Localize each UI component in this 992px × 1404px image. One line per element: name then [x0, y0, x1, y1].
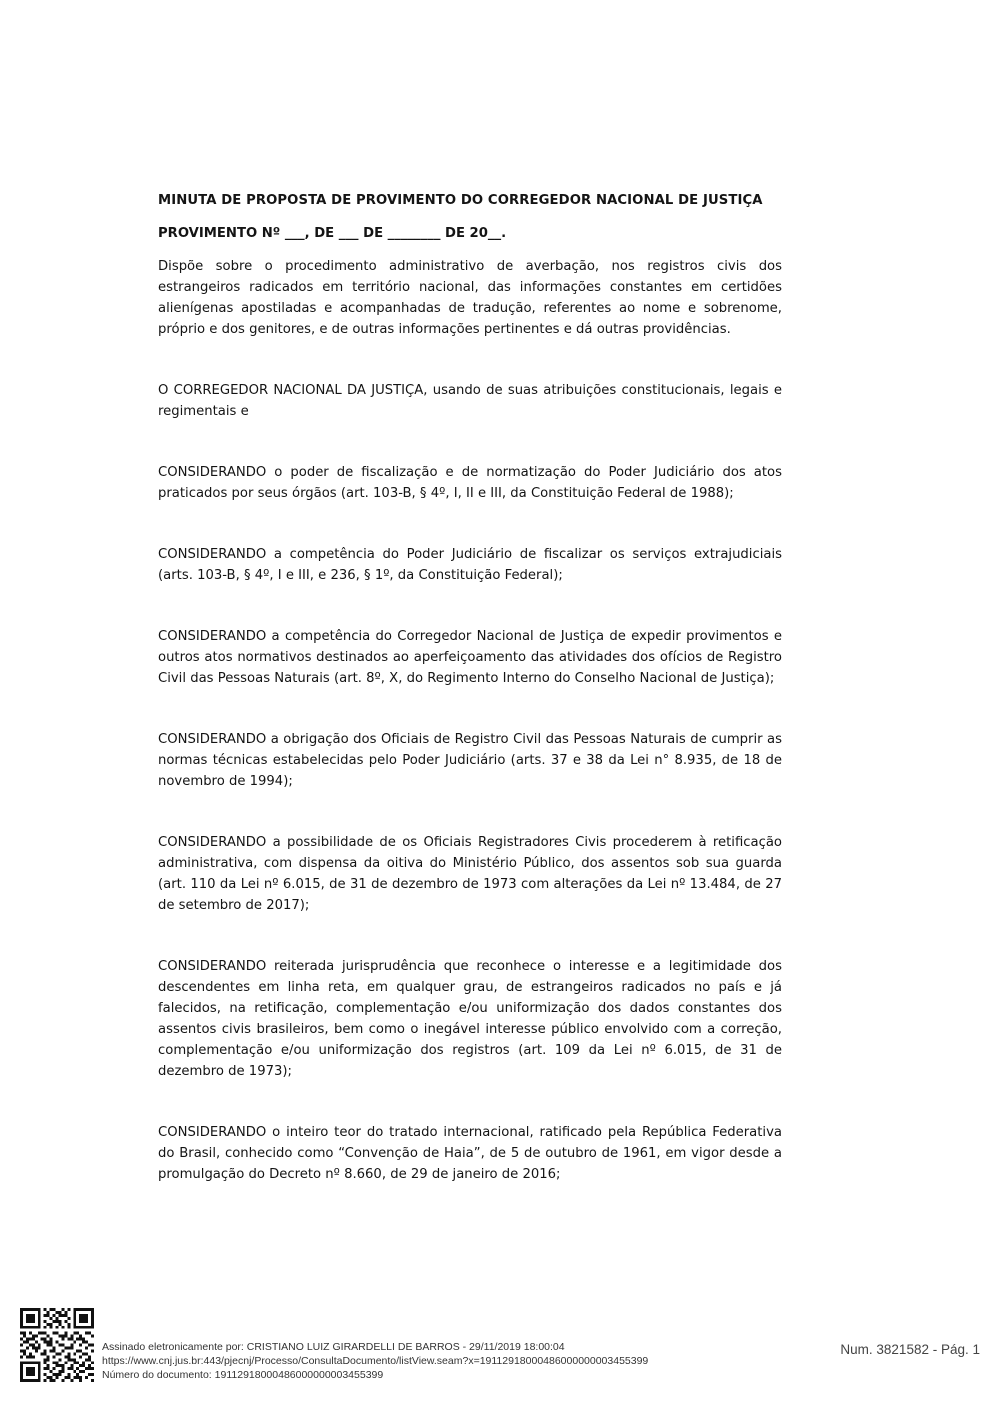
considerando-paragraph: CONSIDERANDO o inteiro teor do tratado internacional, ratificado pela República Federativa do Brasil, conhecido como “Convenção de Haia”, de 5 de outubro de 1961, em vigor desde a promulgação do Decreto nº 8.660, de 29 de janeiro de 2016; — [158, 1125, 782, 1182]
qr-code-icon — [20, 1308, 94, 1382]
ementa-paragraph: Dispõe sobre o procedimento administrativo de averbação, nos registros civis dos estrangeiros radicados em território nacional, das informações constantes em certidões alienígenas apostiladas e acompanhadas de tradução, referentes ao nome e sobrenome, próprio e dos genitores, e de outras informações pertinentes e dá outras providências. — [158, 259, 782, 337]
document-number-line: Número do documento: 19112918000486000000003455399 — [102, 1369, 384, 1381]
considerando-paragraph: CONSIDERANDO a obrigação dos Oficiais de Registro Civil das Pessoas Naturais de cumprir as normas técnicas estabelecidas pelo Poder Judiciário (arts. 37 e 38 da Lei n° 8.935, de 18 de novembro de 1994); — [158, 732, 782, 789]
preamble-paragraph: O CORREGEDOR NACIONAL DA JUSTIÇA, usando de suas atribuições constitucionais, legais e regimentais e — [158, 383, 782, 419]
signature-footer — [20, 1308, 980, 1388]
considerando-paragraph: CONSIDERANDO o poder de fiscalização e de normatização do Poder Judiciário dos atos praticados por seus órgãos (art. 103-B, § 4º, I, II e III, da Constituição Federal de 1988); — [158, 465, 782, 501]
considerando-paragraph: CONSIDERANDO a possibilidade de os Oficiais Registradores Civis procederem à retificação administrativa, com dispensa da oitiva do Ministério Público, dos assentos sob sua guarda (art. 110 da Lei nº 6.015, de 31 de dezembro de 1973 com alterações da Lei nº 13.484, de 27 de setembro de 2017); — [158, 835, 782, 913]
considerando-paragraph: CONSIDERANDO reiterada jurisprudência que reconhece o interesse e a legitimidade dos descendentes em linha reta, em qualquer grau, de estrangeiros radicados no país e já falecidos, na retificação, complementação e/ou uniformização dos dados constantes dos assentos civis brasileiros, bem como o inegável interesse público envolvido com a correção, complementação e/ou uniformização dos registros (art. 109 da Lei nº 6.015, de 31 de dezembro de 1973); — [158, 959, 782, 1079]
document-title: MINUTA DE PROPOSTA DE PROVIMENTO DO CORREGEDOR NACIONAL DE JUSTIÇA — [158, 193, 763, 208]
document-url-line[interactable]: https://www.cnj.jus.br:443/pjecnj/Processo/ConsultaDocumento/listView.seam?x=19112918000486000000003455399 — [102, 1355, 649, 1367]
page-number: Num. 3821582 - Pág. 1 — [840, 1342, 980, 1357]
electronic-signature-block — [102, 1340, 648, 1382]
considerando-paragraph: CONSIDERANDO a competência do Corregedor Nacional de Justiça de expedir provimentos e outros atos normativos destinados ao aperfeiçoamento das atividades dos ofícios de Registro Civil das Pessoas Naturais (art. 8º, X, do Regimento Interno do Conselho Nacional de Justiça); — [158, 629, 782, 686]
signed-by-line: Assinado eletronicamente por: CRISTIANO LUIZ GIRARDELLI DE BARROS - 29/11/2019 18:00:04 — [102, 1341, 565, 1353]
considerando-paragraph: CONSIDERANDO a competência do Poder Judiciário de fiscalizar os serviços extrajudiciais (arts. 103-B, § 4º, I e III, e 236, § 1º, da Constituição Federal); — [158, 547, 782, 583]
provimento-heading: PROVIMENTO Nº ___, DE ___ DE ________ DE 20__. — [158, 226, 507, 241]
document-body — [158, 190, 782, 1225]
